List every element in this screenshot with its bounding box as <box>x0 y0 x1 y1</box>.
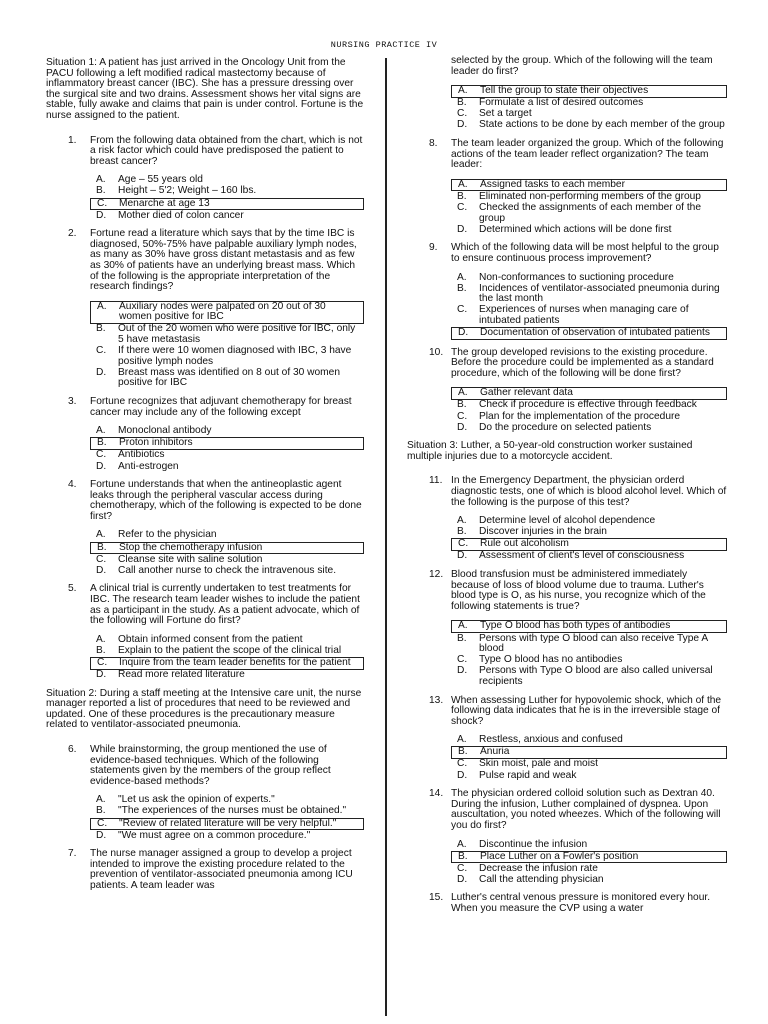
option-letter: A. <box>457 838 467 850</box>
question <box>407 570 727 687</box>
question-text: Fortune recognizes that adjuvant chemotherapy for breast cancer may include any of the following except <box>90 396 352 418</box>
option-letter: C. <box>457 862 468 874</box>
answer-option <box>451 120 727 131</box>
option-letter: C. <box>457 108 468 120</box>
answer-option <box>90 462 364 473</box>
question-number: 7. <box>68 848 77 860</box>
option-text: Mother died of colon cancer <box>118 209 244 221</box>
question-stem <box>46 480 364 522</box>
question <box>46 397 364 472</box>
question-number: 4. <box>68 479 77 491</box>
option-letter: C. <box>457 304 468 316</box>
option-text: If there were 10 women diagnosed with IBC, 3 have positive lymph nodes <box>118 345 352 367</box>
option-text: Non-conformances to suctioning procedure <box>479 271 674 283</box>
answer-options <box>90 530 364 576</box>
option-letter: B. <box>458 850 468 862</box>
option-text: Age – 55 years old <box>118 174 203 186</box>
option-letter: C. <box>458 538 469 550</box>
option-letter: A. <box>96 633 106 645</box>
option-letter: B. <box>457 632 467 644</box>
option-text: Cleanse site with saline solution <box>118 553 263 565</box>
question <box>407 893 727 914</box>
question-stem <box>407 348 727 380</box>
question-number: 15. <box>429 892 444 904</box>
option-letter: D. <box>96 460 107 472</box>
question-text: The physician ordered colloid solution such as Dextran 40. During the infusion, Luther complained of dyspnea. Upon auscultation, you noted wheezes. Which of the following will you do first? <box>451 788 721 831</box>
question-text: When assessing Luther for hypovolemic shock, which of the following data indicates that he is in the irreversible stage of shock? <box>451 694 722 727</box>
question-number: 14. <box>429 788 444 800</box>
answer-option-boxed <box>90 542 364 555</box>
question <box>407 56 727 131</box>
answer-option-boxed <box>451 851 727 864</box>
option-text: Formulate a list of desired outcomes <box>479 97 644 109</box>
left-column <box>46 58 364 900</box>
question-number: 1. <box>68 134 77 146</box>
answer-options <box>451 387 727 433</box>
answer-options <box>451 85 727 131</box>
question-number: 8. <box>429 138 438 150</box>
option-letter: B. <box>96 323 106 335</box>
option-letter: D. <box>457 550 468 562</box>
answer-option <box>451 109 727 120</box>
question-number: 12. <box>429 569 444 581</box>
answer-option <box>451 225 727 236</box>
answer-option <box>90 175 364 186</box>
question <box>46 745 364 841</box>
question-number: 13. <box>429 694 444 706</box>
answer-option-boxed <box>451 746 727 759</box>
option-text: Set a target <box>479 108 532 120</box>
option-letter: B. <box>457 526 467 538</box>
question-stem <box>407 139 727 171</box>
option-text: Type O blood has no antibodies <box>479 654 623 666</box>
question <box>46 136 364 222</box>
question-stem <box>407 893 727 914</box>
page-header: NURSING PRACTICE IV <box>330 40 438 50</box>
answer-option <box>90 324 364 345</box>
answer-option <box>90 795 364 806</box>
option-letter: C. <box>457 410 468 422</box>
answer-option <box>90 530 364 541</box>
answer-options <box>451 273 727 340</box>
question-text: Luther's central venous pressure is monitored every hour. When you measure the CVP using a water <box>451 892 711 914</box>
answer-option <box>90 635 364 646</box>
option-letter: B. <box>457 282 467 294</box>
answer-option <box>90 368 364 389</box>
option-text: Obtain informed consent from the patient <box>118 633 303 645</box>
option-text: Height – 5'2; Weight – 160 lbs. <box>118 185 257 197</box>
question-text: While brainstorming, the group mentioned the use of evidence-based techniques. Which of the following statements given by the members of the group reflect evidence-based methods? <box>90 743 331 787</box>
question-text: The team leader organized the group. Which of the following actions of the team leader reflect organization? The team leader: <box>451 138 724 171</box>
answer-option-boxed <box>90 437 364 450</box>
answer-option-boxed <box>451 387 727 400</box>
question-number: 5. <box>68 583 77 595</box>
answer-option <box>90 806 364 817</box>
question-stem <box>46 397 364 418</box>
answer-options <box>90 426 364 472</box>
option-letter: D. <box>96 564 107 576</box>
question <box>407 243 727 339</box>
question <box>46 480 364 576</box>
answer-option-boxed <box>451 179 727 192</box>
option-text: Tell the group to state their objectives <box>480 85 649 97</box>
option-text: Assessment of client's level of consciousness <box>479 550 685 562</box>
option-text: Proton inhibitors <box>119 437 193 449</box>
option-letter: D. <box>457 421 468 433</box>
option-text: State actions to be done by each member of the group <box>479 119 725 131</box>
option-text: "Review of related literature will be very helpful." <box>119 817 337 829</box>
question-text: selected by the group. Which of the following will the team leader do first? <box>451 55 713 77</box>
option-text: Rule out alcoholism <box>480 538 569 550</box>
option-text: Place Luther on a Fowler's position <box>480 850 639 862</box>
situation-text: Situation 3: Luther, a 50-year-old construction worker sustained multiple injuries due to a motorcycle accident. <box>407 440 693 462</box>
answer-option <box>451 527 727 538</box>
question-text: In the Emergency Department, the physician orderd diagnostic tests, one of which is blood alcohol level. Which of the following is the purpose of this test? <box>451 475 727 508</box>
option-text: Persons with Type O blood are also called universal recipients <box>479 665 713 687</box>
option-text: Restless, anxious and confused <box>479 734 623 746</box>
answer-option <box>90 646 364 657</box>
answer-option <box>451 735 727 746</box>
question-text: The group developed revisions to the existing procedure. Before the procedure could be implemented as a standard procedure, which of the following will be done first? <box>451 346 714 379</box>
option-letter: D. <box>96 669 107 680</box>
answer-option <box>90 555 364 566</box>
option-text: Out of the 20 women who were positive for IBC, only 5 have metastasis <box>118 323 356 346</box>
situation-text: Situation 2: During a staff meeting at the Intensive care unit, the nurse manager reported a list of procedures that need to be reviewed and updated. One of these procedures is the precautionary measure related to ventilator-associated pneumonia. <box>46 687 362 731</box>
option-text: Check if procedure is effective through feedback <box>479 399 697 411</box>
option-letter: D. <box>457 665 468 677</box>
question-continuation <box>407 56 727 77</box>
right-column <box>407 55 727 923</box>
option-letter: D. <box>96 366 107 378</box>
question-stem <box>46 745 364 787</box>
option-text: Skin moist, pale and moist <box>479 758 598 770</box>
option-letter: B. <box>458 746 468 758</box>
question-number: 6. <box>68 743 77 755</box>
answer-option <box>451 875 727 886</box>
option-text: Antibiotics <box>118 449 165 461</box>
answer-option-boxed <box>90 657 364 670</box>
answer-option-boxed <box>451 620 727 633</box>
question-text: Which of the following data will be most helpful to the group to ensure continuous process improvement? <box>451 242 719 264</box>
question-text: Blood transfusion must be administered immediately because of loss of blood volume due to trauma. Luther's blood type is O, as his nurse, you recognize which of the following statements is true? <box>451 569 706 612</box>
option-text: Pulse rapid and weak <box>479 769 577 781</box>
situation-text: Situation 1: A patient has just arrived in the Oncology Unit from the PACU following a left modified radical mastectomy because of inflammatory breast cancer (IBC). She has a pressure dressing over the surgical site and two drains. Assessment shows her vital signs are stable, fully awake and claims that pain is under control. Fortune is the nurse assigned to the patient. <box>46 57 364 121</box>
answer-options <box>90 795 364 841</box>
question <box>407 476 727 562</box>
option-letter: D. <box>457 223 468 235</box>
answer-options <box>451 179 727 235</box>
question <box>407 348 727 434</box>
answer-option <box>451 192 727 203</box>
option-text: Auxiliary nodes were palpated on 20 out of 30 women positive for IBC <box>119 300 326 323</box>
option-letter: C. <box>96 345 107 357</box>
option-letter: B. <box>96 185 106 197</box>
option-text: Call the attending physician <box>479 873 604 885</box>
answer-option <box>451 655 727 666</box>
option-text: Determined which actions will be done first <box>479 223 672 235</box>
option-letter: B. <box>97 541 107 553</box>
option-text: Checked the assignments of each member of the group <box>479 202 701 224</box>
question-text: A clinical trial is currently undertaken to test treatments for IBC. The research team leader wishes to include the patient as a participant in the study. As a patient advocate, which of the following will Fortune do first? <box>90 583 360 627</box>
option-letter: C. <box>97 197 108 209</box>
option-text: Inquire from the team leader benefits for the patient <box>119 656 351 668</box>
option-text: Menarche at age 13 <box>119 197 210 209</box>
answer-option <box>90 346 364 367</box>
option-text: Read more related literature <box>118 669 245 680</box>
option-letter: B. <box>96 644 106 656</box>
answer-option <box>451 516 727 527</box>
column-divider <box>385 58 387 1016</box>
option-letter: B. <box>457 190 467 202</box>
option-text: Call another nurse to check the intravenous site. <box>118 564 337 576</box>
question-stem <box>407 243 727 264</box>
question-stem <box>407 789 727 831</box>
option-letter: A. <box>96 174 106 186</box>
answer-option <box>90 670 364 681</box>
answer-option <box>451 666 727 687</box>
question-number: 11. <box>429 475 443 487</box>
answer-option <box>451 400 727 411</box>
option-text: Plan for the implementation of the procedure <box>479 410 681 422</box>
answer-option <box>451 759 727 770</box>
question <box>407 696 727 782</box>
option-letter: B. <box>457 399 467 411</box>
answer-option <box>451 412 727 423</box>
option-text: Persons with type O blood can also receive Type A blood <box>479 632 708 655</box>
question-number-spacer <box>429 56 451 77</box>
question-stem <box>46 136 364 168</box>
question-number: 10. <box>429 346 444 358</box>
option-letter: A. <box>96 425 106 437</box>
option-letter: B. <box>457 97 467 109</box>
option-letter: C. <box>96 553 107 565</box>
option-text: Refer to the physician <box>118 529 217 541</box>
option-letter: D. <box>457 119 468 131</box>
option-letter: A. <box>97 300 107 312</box>
question-text: The nurse manager assigned a group to develop a project intended to improve the existing procedure related to the prevention of ventilator-associated pneumonia among ICU patients. A team leader was <box>90 848 353 891</box>
question <box>46 229 364 389</box>
answer-option-boxed <box>451 327 727 340</box>
option-letter: A. <box>96 794 106 806</box>
option-text: Anti-estrogen <box>118 460 179 472</box>
answer-options <box>90 635 364 681</box>
option-letter: B. <box>96 805 106 817</box>
option-letter: A. <box>458 387 468 399</box>
answer-option <box>451 284 727 305</box>
option-letter: C. <box>96 449 107 461</box>
option-letter: A. <box>457 734 467 746</box>
option-letter: C. <box>457 654 468 666</box>
option-text: "Let us ask the opinion of experts." <box>118 794 275 806</box>
option-letter: B. <box>97 437 107 449</box>
answer-option-boxed <box>451 538 727 551</box>
question-number: 3. <box>68 396 77 408</box>
option-text: Explain to the patient the scope of the clinical trial <box>118 644 342 656</box>
option-text: Eliminated non-performing members of the group <box>479 190 701 202</box>
option-letter: A. <box>457 271 467 283</box>
option-text: Monoclonal antibody <box>118 425 212 437</box>
option-letter: D. <box>96 209 107 221</box>
answer-option <box>90 450 364 461</box>
answer-options <box>90 175 364 221</box>
answer-option <box>451 551 727 562</box>
answer-option <box>451 203 727 224</box>
question <box>407 139 727 235</box>
option-letter: D. <box>96 829 107 841</box>
option-letter: A. <box>458 85 468 97</box>
answer-option <box>451 634 727 655</box>
option-text: Type O blood has both types of antibodies <box>480 620 671 632</box>
option-text: Incidences of ventilator-associated pneumonia during the last month <box>479 282 720 305</box>
answer-option-boxed <box>90 818 364 831</box>
option-text: Stop the chemotherapy infusion <box>119 541 263 553</box>
answer-option <box>451 273 727 284</box>
option-text: Decrease the infusion rate <box>479 862 598 874</box>
answer-options <box>90 301 364 389</box>
option-letter: A. <box>458 620 468 632</box>
option-text: "The experiences of the nurses must be obtained." <box>118 805 347 817</box>
question-stem <box>407 570 727 612</box>
question <box>46 849 364 891</box>
option-letter: C. <box>457 202 468 214</box>
question-stem <box>46 229 364 293</box>
answer-option <box>451 98 727 109</box>
question-stem <box>46 849 364 891</box>
question <box>407 789 727 885</box>
option-letter: C. <box>97 656 108 668</box>
answer-option <box>451 771 727 782</box>
option-letter: C. <box>97 817 108 829</box>
answer-option-boxed <box>451 85 727 98</box>
question-number: 2. <box>68 228 77 240</box>
option-letter: D. <box>458 326 469 338</box>
answer-option <box>90 566 364 577</box>
answer-option-boxed <box>90 198 364 211</box>
option-letter: A. <box>457 515 467 527</box>
option-letter: D. <box>457 873 468 885</box>
question-number: 9. <box>429 242 438 254</box>
answer-options <box>451 735 727 781</box>
option-letter: D. <box>457 769 468 781</box>
answer-option-boxed <box>90 301 364 324</box>
answer-options <box>451 840 727 886</box>
answer-option <box>90 211 364 222</box>
option-text: Experiences of nurses when managing care of intubated patients <box>479 304 689 326</box>
question-stem <box>407 696 727 728</box>
option-text: Discover injuries in the brain <box>479 526 607 538</box>
option-text: Do the procedure on selected patients <box>479 421 652 433</box>
option-text: Determine level of alcohol dependence <box>479 515 656 527</box>
option-text: Assigned tasks to each member <box>480 178 625 190</box>
answer-option <box>90 831 364 842</box>
question-stem <box>46 584 364 626</box>
option-letter: A. <box>458 178 468 190</box>
question-text: Fortune read a literature which says that by the time IBC is diagnosed, 50%-75% have palpable auxiliary lymph nodes, as many as 30% have gross distant metastasis and as few as 30% of patients have an underlying breast mass. Which of the following is the appropriate interpretation of the research findings? <box>90 228 357 293</box>
question-stem <box>407 476 727 508</box>
option-text: Anuria <box>480 746 510 758</box>
answer-options <box>451 516 727 562</box>
answer-option <box>90 426 364 437</box>
answer-option <box>451 305 727 326</box>
option-text: Breast mass was identified on 8 out of 30 women positive for IBC <box>118 366 340 389</box>
option-text: Documentation of observation of intubated patients <box>480 326 710 338</box>
answer-option <box>451 423 727 434</box>
option-text: "We must agree on a common procedure." <box>118 829 311 841</box>
answer-options <box>451 620 727 687</box>
option-text: Gather relevant data <box>480 387 573 399</box>
question <box>46 584 364 680</box>
answer-option <box>451 864 727 875</box>
option-letter: A. <box>96 529 106 541</box>
question-text: From the following data obtained from the chart, which is not a risk factor which could have predisposed the patient to breast cancer? <box>90 134 363 167</box>
option-text: Discontinue the infusion <box>479 838 588 850</box>
option-letter: C. <box>457 758 468 770</box>
answer-option <box>90 186 364 197</box>
question-text: Fortune understands that when the antineoplastic agent leaks through the peripheral vascular access during chemotherapy, which of the following is expected to be done first? <box>90 479 362 522</box>
answer-option <box>451 840 727 851</box>
